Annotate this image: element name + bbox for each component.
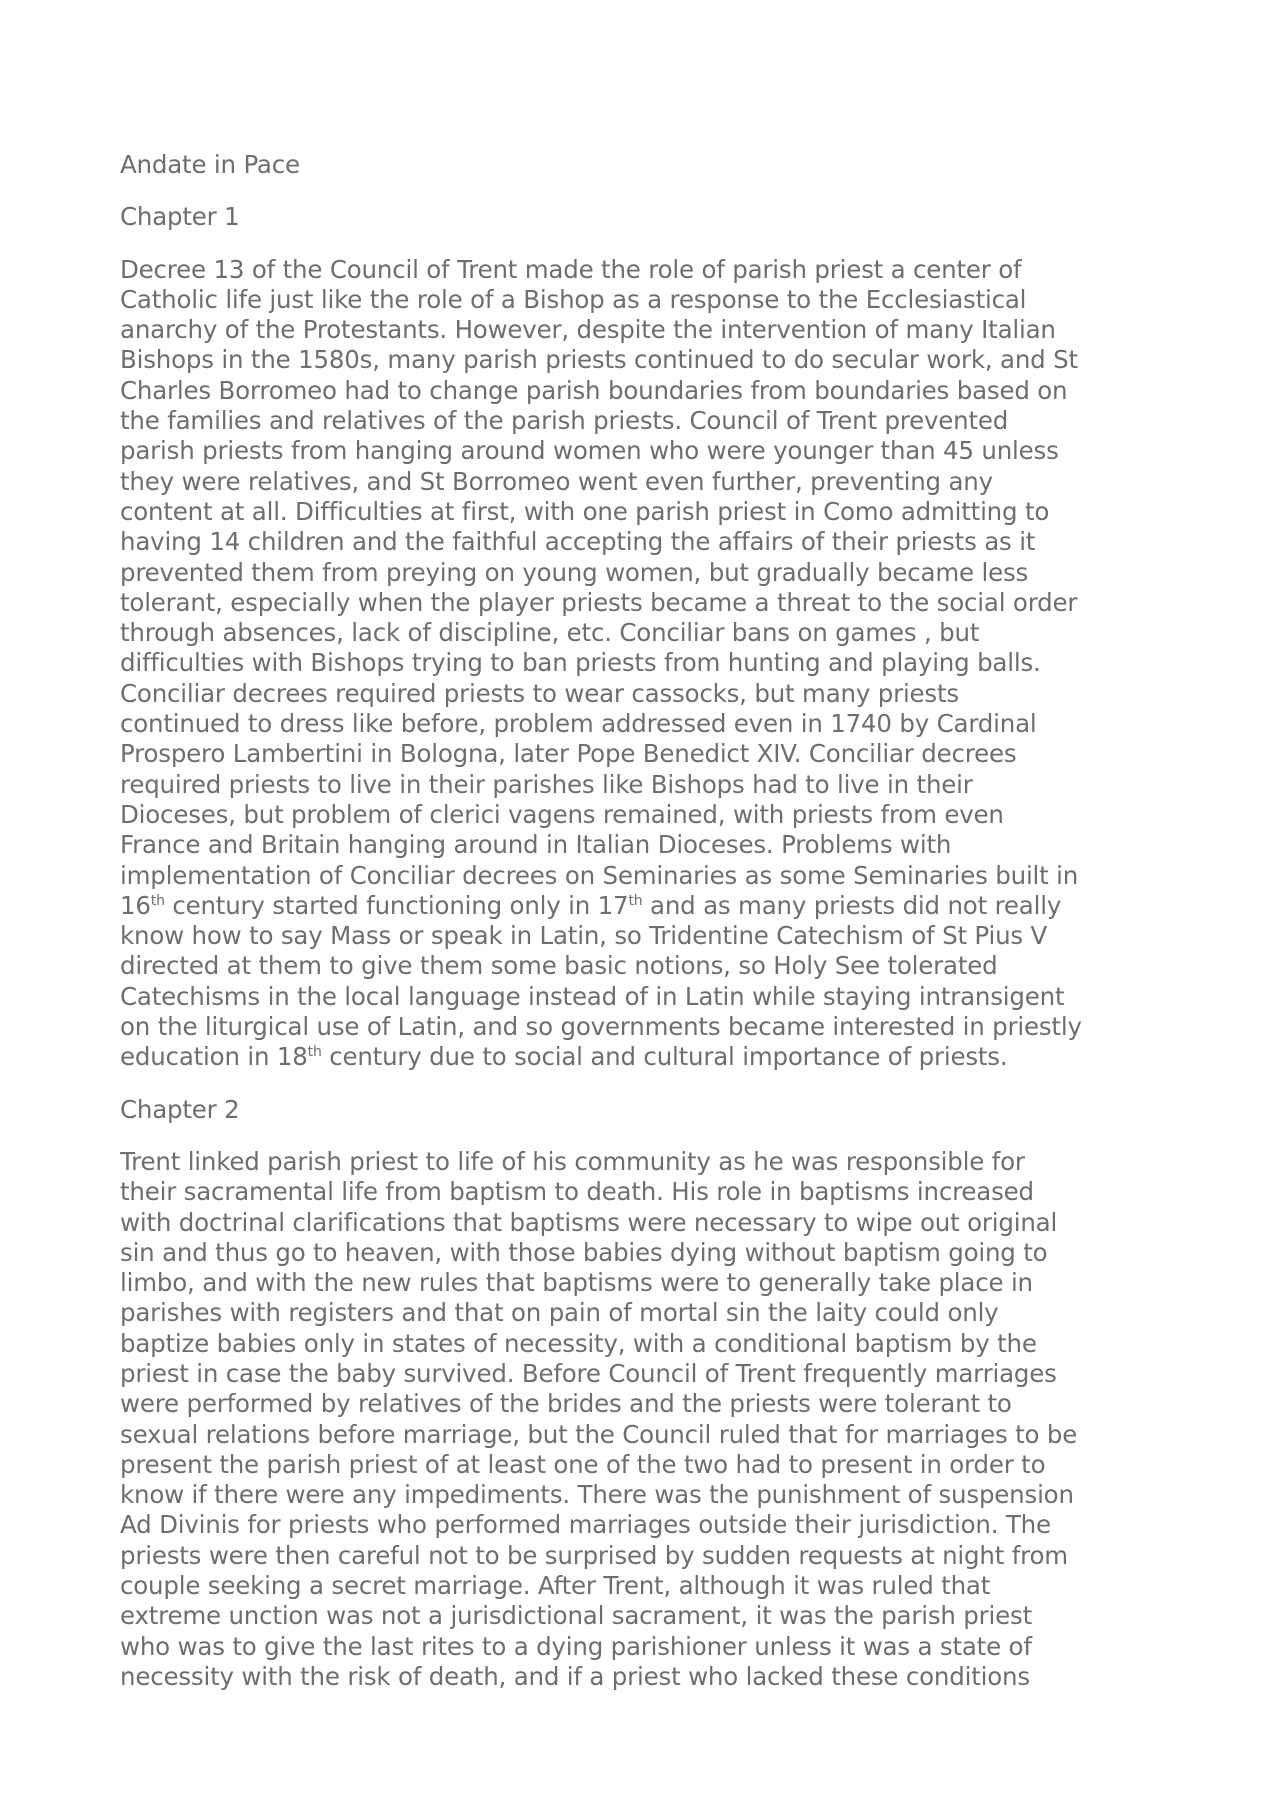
paragraph-line: extreme unction was not a jurisdictional sacrament, it was the parish priest: [120, 1601, 1032, 1631]
paragraph-line: they were relatives, and St Borromeo went even further, preventing any: [120, 466, 993, 496]
paragraph-line: directed at them to give them some basic notions, so Holy See tolerated: [120, 951, 998, 981]
chapter-2-lines: [120, 1147, 1160, 1692]
paragraph-line: parishes with registers and that on pain of mortal sin the laity could only: [120, 1298, 999, 1328]
paragraph-line: sin and thus go to heaven, with those babies dying without baptism going to: [120, 1237, 1048, 1267]
paragraph-line: education in 18th century due to social and cultural importance of priests.: [120, 1042, 1008, 1072]
document-title: Andate in Pace: [120, 150, 300, 179]
paragraph-line: difficulties with Bishops trying to ban priests from hunting and playing balls.: [120, 648, 1041, 678]
chapter-1-lines-continued: [120, 921, 1160, 1042]
paragraph-line: baptize babies only in states of necessity, with a conditional baptism by the: [120, 1328, 1037, 1358]
chapter-2-paragraph: [120, 1147, 1160, 1692]
paragraph-line: on the liturgical use of Latin, and so governments became interested in priestly: [120, 1012, 1082, 1042]
paragraph-line: present the parish priest of at least one of the two had to present in order to: [120, 1449, 1046, 1479]
paragraph-line: Bishops in the 1580s, many parish priests continued to do secular work, and St: [120, 345, 1078, 375]
paragraph-line: Charles Borromeo had to change parish boundaries from boundaries based on: [120, 375, 1068, 405]
paragraph-line: Decree 13 of the Council of Trent made the role of parish priest a center of: [120, 254, 1022, 284]
chapter-1-heading: Chapter 1: [120, 202, 240, 232]
chapter-1-lines: [120, 255, 1160, 891]
paragraph-line: tolerant, especially when the player priests became a threat to the social order: [120, 587, 1078, 617]
chapter-2-heading: Chapter 2: [120, 1094, 240, 1124]
paragraph-line: continued to dress like before, problem addressed even in 1740 by Cardinal: [120, 709, 1037, 739]
paragraph-line: content at all. Difficulties at first, with one parish priest in Como admitting to: [120, 496, 1050, 526]
paragraph-line: France and Britain hanging around in Italian Dioceses. Problems with: [120, 830, 952, 860]
paragraph-line: prevented them from preying on young women, but gradually became less: [120, 557, 1029, 587]
paragraph-line: sexual relations before marriage, but the Council ruled that for marriages to be: [120, 1419, 1078, 1449]
paragraph-line: Catechisms in the local language instead of in Latin while staying intransigent: [120, 981, 1065, 1011]
paragraph-line: limbo, and with the new rules that baptisms were to generally take place in: [120, 1268, 1033, 1298]
paragraph-line: Trent linked parish priest to life of his community as he was responsible for: [120, 1146, 1025, 1176]
paragraph-line: anarchy of the Protestants. However, despite the intervention of many Italian: [120, 315, 1056, 345]
paragraph-line: implementation of Conciliar decrees on Seminaries as some Seminaries built in: [120, 860, 1079, 890]
paragraph-line: having 14 children and the faithful accepting the affairs of their priests as it: [120, 527, 1036, 557]
paragraph-line: priest in case the baby survived. Before Council of Trent frequently marriages: [120, 1358, 1057, 1388]
paragraph-line: necessity with the risk of death, and if a priest who lacked these conditions: [120, 1661, 1030, 1691]
paragraph-line: were performed by relatives of the brides and the priests were tolerant to: [120, 1389, 1012, 1419]
paragraph-line: Conciliar decrees required priests to wear cassocks, but many priests: [120, 678, 959, 708]
paragraph-line: who was to give the last rites to a dying parishioner unless it was a state of: [120, 1631, 1032, 1661]
paragraph-line: the families and relatives of the parish priests. Council of Trent prevented: [120, 406, 1009, 436]
paragraph-line: parish priests from hanging around women who were younger than 45 unless: [120, 436, 1059, 466]
paragraph-line: Prospero Lambertini in Bologna, later Pope Benedict XIV. Conciliar decrees: [120, 739, 1017, 769]
paragraph-line: through absences, lack of discipline, etc. Conciliar bans on games , but: [120, 618, 980, 648]
document-page: [120, 150, 1160, 1714]
paragraph-line: couple seeking a secret marriage. After Trent, although it was ruled that: [120, 1571, 991, 1601]
paragraph-line: Catholic life just like the role of a Bishop as a response to the Ecclesiastical: [120, 284, 1027, 314]
paragraph-line: know if there were any impediments. There was the punishment of suspension: [120, 1480, 1074, 1510]
chapter-1-paragraph: [120, 255, 1160, 1073]
paragraph-line: Dioceses, but problem of clerici vagens remained, with priests from even: [120, 799, 1004, 829]
paragraph-line: 16th century started functioning only in 17th and as many priests did not really: [120, 890, 1062, 920]
paragraph-line: their sacramental life from baptism to death. His role in baptisms increased: [120, 1177, 1034, 1207]
paragraph-line: required priests to live in their parishes like Bishops had to live in their: [120, 769, 973, 799]
paragraph-line: Ad Divinis for priests who performed marriages outside their jurisdiction. The: [120, 1510, 1051, 1540]
paragraph-line: with doctrinal clarifications that baptisms were necessary to wipe out original: [120, 1207, 1058, 1237]
paragraph-line: priests were then careful not to be surprised by sudden requests at night from: [120, 1540, 1068, 1570]
paragraph-line: know how to say Mass or speak in Latin, so Tridentine Catechism of St Pius V: [120, 921, 1048, 951]
